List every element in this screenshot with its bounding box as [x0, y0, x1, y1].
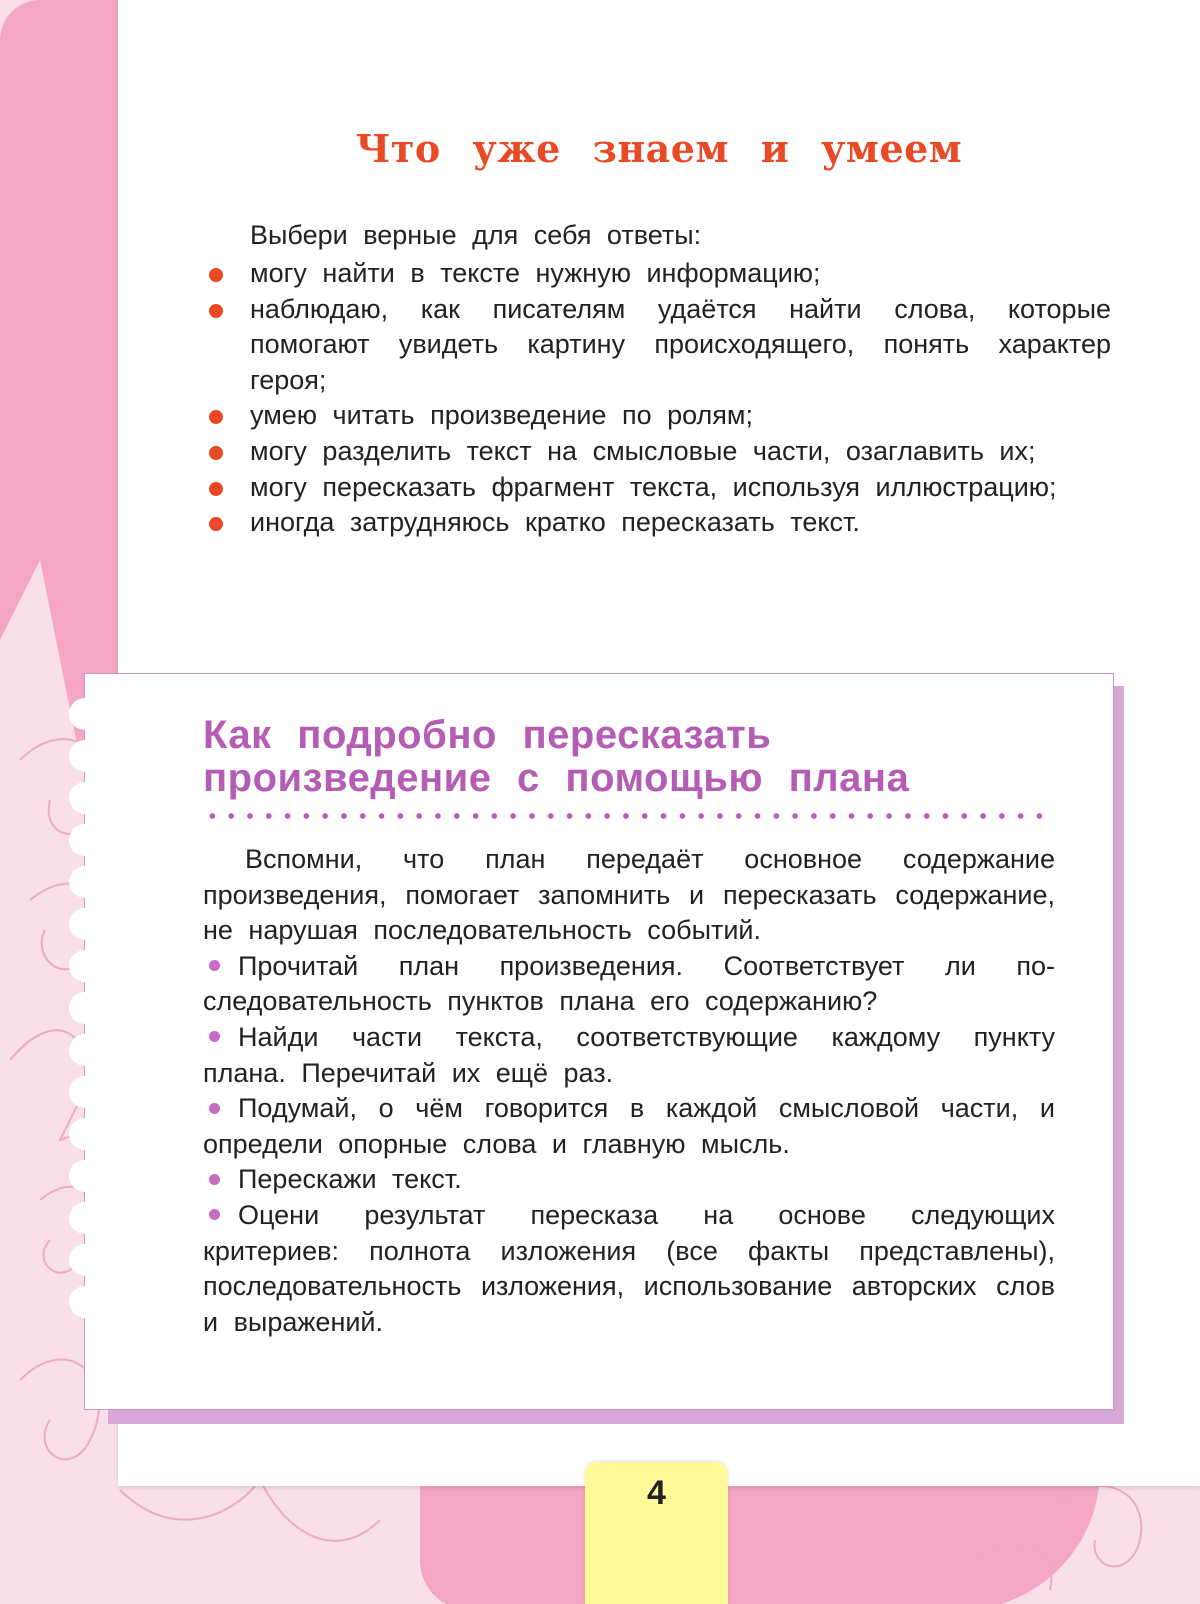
self-check-list — [205, 256, 1111, 541]
retelling-tips-card — [84, 673, 1114, 1410]
bullet-icon — [209, 268, 223, 282]
page-number-tab — [585, 1462, 728, 1604]
card-body — [203, 842, 1055, 1340]
bullet-icon — [209, 482, 223, 496]
bullet-icon — [209, 1103, 220, 1114]
bullet-icon — [209, 517, 223, 531]
list-item: иногда затрудняюсь кратко пересказать текст. — [205, 505, 1111, 541]
list-item: могу разделить текст на смысловые части, озаглавить их; — [205, 434, 1111, 470]
card-title: Как подробно пересказать произведение с помощью плана — [203, 713, 910, 800]
bullet-icon — [209, 960, 220, 971]
bullet-icon — [209, 1031, 220, 1042]
step-item: Перескажи текст. — [203, 1162, 1055, 1198]
bullet-icon — [209, 446, 223, 460]
section-title-what-we-know: Что уже знаем и умеем — [355, 126, 963, 171]
bullet-icon — [209, 1209, 220, 1220]
scalloped-edge — [69, 698, 85, 1328]
list-item: умею читать произведение по ролям; — [205, 398, 1111, 434]
bullet-icon — [209, 304, 223, 318]
step-item: Найди части текста, соответствующие каждому пункту плана. Перечитай их ещё раз. — [203, 1021, 1055, 1088]
card-lead-paragraph: Вспомни, что план передаёт основное содержание произведения, помогает запомнить и пересказать содержание, не нарушая последовательность событий. — [203, 844, 1055, 946]
list-item: могу пересказать фрагмент текста, используя иллюстрацию; — [205, 470, 1111, 506]
bullet-icon — [209, 410, 223, 424]
decorative-pink-bottom — [420, 1470, 1100, 1604]
section-intro: Выбери верные для себя ответы: — [250, 220, 702, 250]
step-item: Подумай, о чём говорится в каждой смысловой части, и определи опорные слова и главную мысль. — [203, 1093, 1055, 1159]
page-number: 4 — [647, 1474, 666, 1512]
step-item: Оцени результат пересказа на основе следующих критериев: полнота изложения (все факты представлены), последовательность изложения, использование авторских слов и выражений. — [203, 1199, 1055, 1337]
list-item: наблюдаю, как писателям удаётся найти слова, которые помогают увидеть картину происходящего, понять характер героя; — [205, 292, 1111, 399]
bullet-icon — [209, 1174, 220, 1185]
dotted-divider — [203, 812, 1047, 820]
list-item: могу найти в тексте нужную информацию; — [205, 256, 1111, 292]
step-item: Прочитай план произведения. Соответствует ли последовательность пунктов плана его содержанию? — [203, 950, 1055, 1017]
